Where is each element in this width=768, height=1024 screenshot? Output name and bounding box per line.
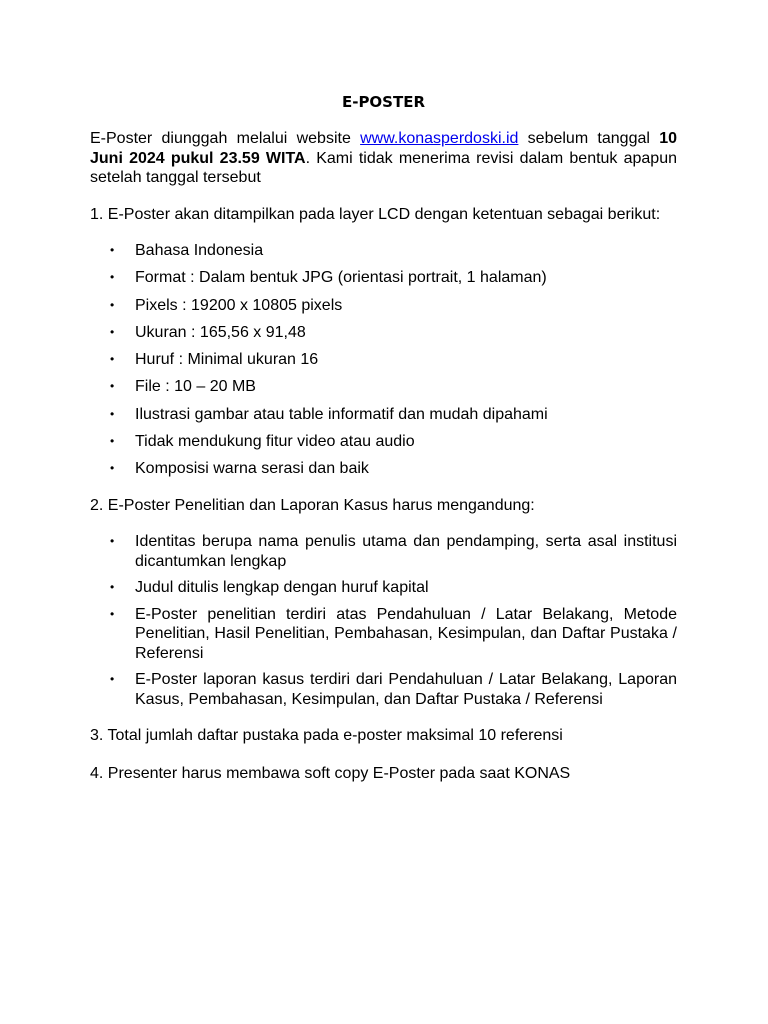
list-item: • E-Poster penelitian terdiri atas Pendahuluan / Latar Belakang, Metode Penelitian, Hasil Penelitian, Pembahasan, Kesimpulan, dan Daftar Pustaka / Referensi — [110, 605, 677, 662]
list-item: • File : 10 – 20 MB — [110, 378, 256, 396]
list-item: • Pixels : 19200 x 10805 pixels — [110, 296, 343, 314]
list-item: • Ukuran : 165,56 x 91,48 — [110, 323, 306, 341]
point-3: 3. Total jumlah daftar pustaka pada e-poster maksimal 10 referensi — [90, 727, 563, 745]
document-page — [90, 92, 677, 801]
bullet-icon: • — [110, 324, 115, 339]
bullet-icon: • — [110, 606, 115, 621]
section1-heading: 1. E-Poster akan ditampilkan pada layer LCD dengan ketentuan sebagai berikut: — [90, 205, 661, 223]
section1-list — [90, 241, 677, 479]
intro-text-after-link: sebelum tanggal — [518, 130, 660, 147]
list-item: • Ilustrasi gambar atau table informatif dan mudah dipahami — [110, 405, 548, 423]
bullet-icon: • — [110, 672, 115, 687]
website-link[interactable]: www.konasperdoski.id — [360, 130, 519, 147]
point-4: 4. Presenter harus membawa soft copy E-Poster pada saat KONAS — [90, 764, 571, 782]
list-item: • E-Poster laporan kasus terdiri dari Pendahuluan / Latar Belakang, Laporan Kasus, Pembahasan, Kesimpulan, dan Daftar Pustaka / Referensi — [110, 671, 677, 708]
intro-paragraph — [90, 129, 677, 188]
intro-text-rest: . Kami tidak menerima revisi dalam bentuk apapun setelah tanggal tersebut — [90, 149, 678, 186]
section2-heading: 2. E-Poster Penelitian dan Laporan Kasus harus mengandung: — [90, 496, 535, 514]
list-item: • Judul ditulis lengkap dengan huruf kapital — [110, 579, 429, 597]
list-item: • Huruf : Minimal ukuran 16 — [110, 351, 319, 369]
list-item: • Komposisi warna serasi dan baik — [110, 460, 369, 478]
list-item: • Identitas berupa nama penulis utama dan pendamping, serta asal institusi dicantumkan lengkap — [110, 533, 677, 570]
bullet-icon: • — [110, 352, 115, 367]
deadline-text: 10 Juni 2024 pukul 23.59 WITA — [90, 130, 677, 167]
list-item: • Bahasa Indonesia — [110, 242, 264, 259]
bullet-icon: • — [110, 270, 115, 285]
list-item: • Tidak mendukung fitur video atau audio — [110, 433, 415, 451]
bullet-icon: • — [110, 379, 115, 394]
bullet-icon: • — [110, 534, 115, 549]
section2-list — [90, 532, 677, 709]
bullet-icon: • — [110, 580, 115, 595]
bullet-icon: • — [110, 406, 115, 421]
bullet-icon: • — [110, 434, 115, 449]
bullet-icon: • — [110, 297, 115, 312]
bullet-icon: • — [110, 243, 115, 257]
bullet-icon: • — [110, 461, 115, 476]
list-item: • Format : Dalam bentuk JPG (orientasi portrait, 1 halaman) — [110, 269, 547, 287]
page-title: E-POSTER — [341, 93, 426, 111]
intro-text-before-link: E-Poster diunggah melalui website — [90, 130, 361, 147]
